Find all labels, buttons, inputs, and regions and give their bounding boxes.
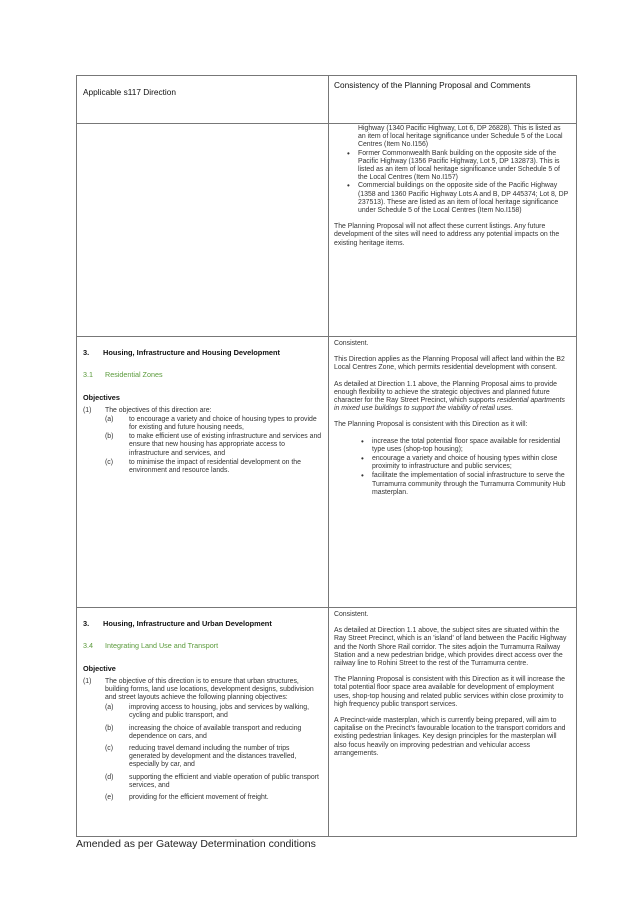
objective-number: (1) (83, 406, 92, 414)
objective-number: (1) (83, 677, 92, 685)
paragraph: The Planning Proposal will not affect these current listings. Any future development of the sites will need to address any potential impacts on the existing heritage items. (334, 223, 560, 247)
item-number: (b) (105, 724, 114, 732)
subsection-heading (83, 642, 322, 650)
item-number: (c) (105, 458, 114, 466)
row2-direction-cell (77, 337, 329, 608)
objective-item (83, 407, 322, 415)
paragraph: The Planning Proposal is consistent with this Direction as it will increase the total potential floor space area available for development of employment uses, shop-top housing and related public services within close proximity to high frequency public transport services. (334, 676, 565, 708)
list-item (83, 774, 322, 790)
objective-heading: Objective (83, 664, 116, 674)
list-item: • Former Commonwealth Bank building on the opposite side of the Pacific Highway (1356 Pacific Highway, Lot 5, DP 132873). This is listed as an item of local heritage significance under Schedule 5 of the Local Centres (Item No.I157) (358, 150, 570, 183)
list-item: • encourage a variety and choice of housing types within close proximity to infrastructure and public services; (372, 455, 570, 471)
section-heading (83, 349, 322, 357)
list-item (83, 459, 322, 475)
list-item (83, 704, 322, 720)
header-direction: Applicable s117 Direction (77, 76, 329, 124)
list-item: • facilitate the implementation of social infrastructure to serve the Turramurra community through the Turramurra Community Hub masterplan. (372, 472, 570, 497)
item-text: providing for the efficient movement of freight. (129, 794, 269, 802)
section-number: 3. (83, 348, 90, 357)
table-row (77, 337, 577, 608)
item-number: (a) (105, 704, 114, 712)
consistency-status: Consistent. (334, 340, 369, 347)
item-text: increasing the choice of available transport and reducing dependence on cars, and (129, 724, 302, 740)
item-text: improving access to housing, jobs and services by walking, cycling and public transport, and (129, 704, 310, 720)
item-number: (a) (105, 415, 114, 423)
paragraph (334, 381, 570, 414)
row3-direction-cell (77, 608, 329, 837)
section-title: Housing, Infrastructure and Urban Development (103, 619, 272, 628)
item-text: to minimise the impact of residential development on the environment and resource lands. (129, 458, 301, 475)
subsection-title: Integrating Land Use and Transport (105, 641, 219, 651)
objective-item (83, 678, 322, 703)
subsection-title: Residential Zones (105, 370, 163, 380)
list-item (83, 725, 322, 741)
item-number: (c) (105, 745, 114, 753)
subsection-number: 3.1 (83, 370, 93, 380)
row1-comments-cell (329, 124, 577, 337)
objective-text: The objectives of this direction are: (105, 406, 212, 414)
item-number: (e) (105, 794, 114, 802)
s117-direction-table (76, 75, 577, 837)
table-row (77, 124, 577, 337)
table-row (77, 608, 577, 837)
objective-text: The objective of this direction is to ensure that urban structures, building forms, land use locations, development designs, subdivision and street layouts achieve the following planning objectives: (105, 677, 314, 702)
paragraph: The Planning Proposal is consistent with this Direction as it will: (334, 421, 528, 429)
list-item (83, 794, 322, 802)
row2-comments-cell (329, 337, 577, 608)
paragraph: As detailed at Direction 1.1 above, the subject sites are situated within the Ray Street Precinct, which is an 'island' of land between the Pacific Highway and the North Shore Rail corridor. The sites adjoin the Turramurra Railway Station and a new pedestrian bridge, which provides direct access over the railway line to Rohini Street to the rest of the Turramurra centre. (334, 627, 567, 668)
list-item (83, 433, 322, 458)
list-item: Highway (1340 Pacific Highway, Lot 6, DP 26828). This is listed as an item of local heritage significance under Schedule 5 of the Local Centres (Item No.I156) (358, 125, 563, 149)
paragraph-emphasis: residential apartments in mixed use buildings to support the viability of retail uses. (334, 397, 565, 413)
bullet-list (334, 438, 570, 497)
item-text: supporting the efficient and viable operation of public transport services, and (129, 773, 319, 789)
list-item (83, 745, 322, 770)
subsection-heading (83, 371, 322, 379)
item-text: to make efficient use of existing infrastructure and services and ensure that new housing has appropriate access to infrastructure and services, and (129, 433, 322, 457)
subsection-number: 3.4 (83, 641, 93, 651)
item-number: (d) (105, 773, 114, 781)
consistency-status: Consistent. (334, 611, 369, 618)
paragraph: This Direction applies as the Planning Proposal will affect land within the B2 Local Centres Zone, which permits residential development with consent. (334, 356, 565, 372)
paragraph-text: As detailed at Direction 1.1 above, the Planning Proposal aims to provide enough flexibility to achieve the strategic objectives and planned future character for the Ray Street Precinct, which supports (334, 380, 557, 405)
list-item (83, 416, 322, 432)
list-item: • Commercial buildings on the opposite side of the Pacific Highway (1358 and 1360 Pacific Highway Lots A and B, DP 445374; Lot 8, DP 237513). These are listed as an item of local heritage significance under Schedule 5 of the Local Centres (Item No.I158) (358, 182, 570, 215)
list-item: • increase the total potential floor space available for residential type uses (shop-top housing); (372, 438, 570, 454)
row3-comments-cell (329, 608, 577, 837)
objectives-heading: Objectives (83, 393, 120, 403)
item-number: (b) (105, 433, 114, 441)
item-text: to encourage a variety and choice of housing types to provide for existing and future housing needs, (129, 415, 317, 432)
section-heading (83, 620, 322, 628)
heritage-list (334, 125, 570, 215)
paragraph: A Precinct-wide masterplan, which is currently being prepared, will aim to capitalise on the Precinct's favourable location to the transport corridors and existing pedestrian linkages. Key design principles for the masterplan will also focus heavily on improving pedestrian and vehicular access arrangements. (334, 717, 566, 757)
item-text: reducing travel demand including the number of trips generated by development and the distances travelled, especially by car, and (129, 745, 297, 769)
footer-note: Amended as per Gateway Determination conditions (76, 838, 316, 850)
table-header-row (77, 76, 577, 124)
section-title: Housing, Infrastructure and Housing Development (103, 348, 280, 357)
row1-direction-cell (77, 124, 329, 337)
section-number: 3. (83, 619, 90, 628)
header-consistency: Consistency of the Planning Proposal and Comments (329, 76, 577, 124)
